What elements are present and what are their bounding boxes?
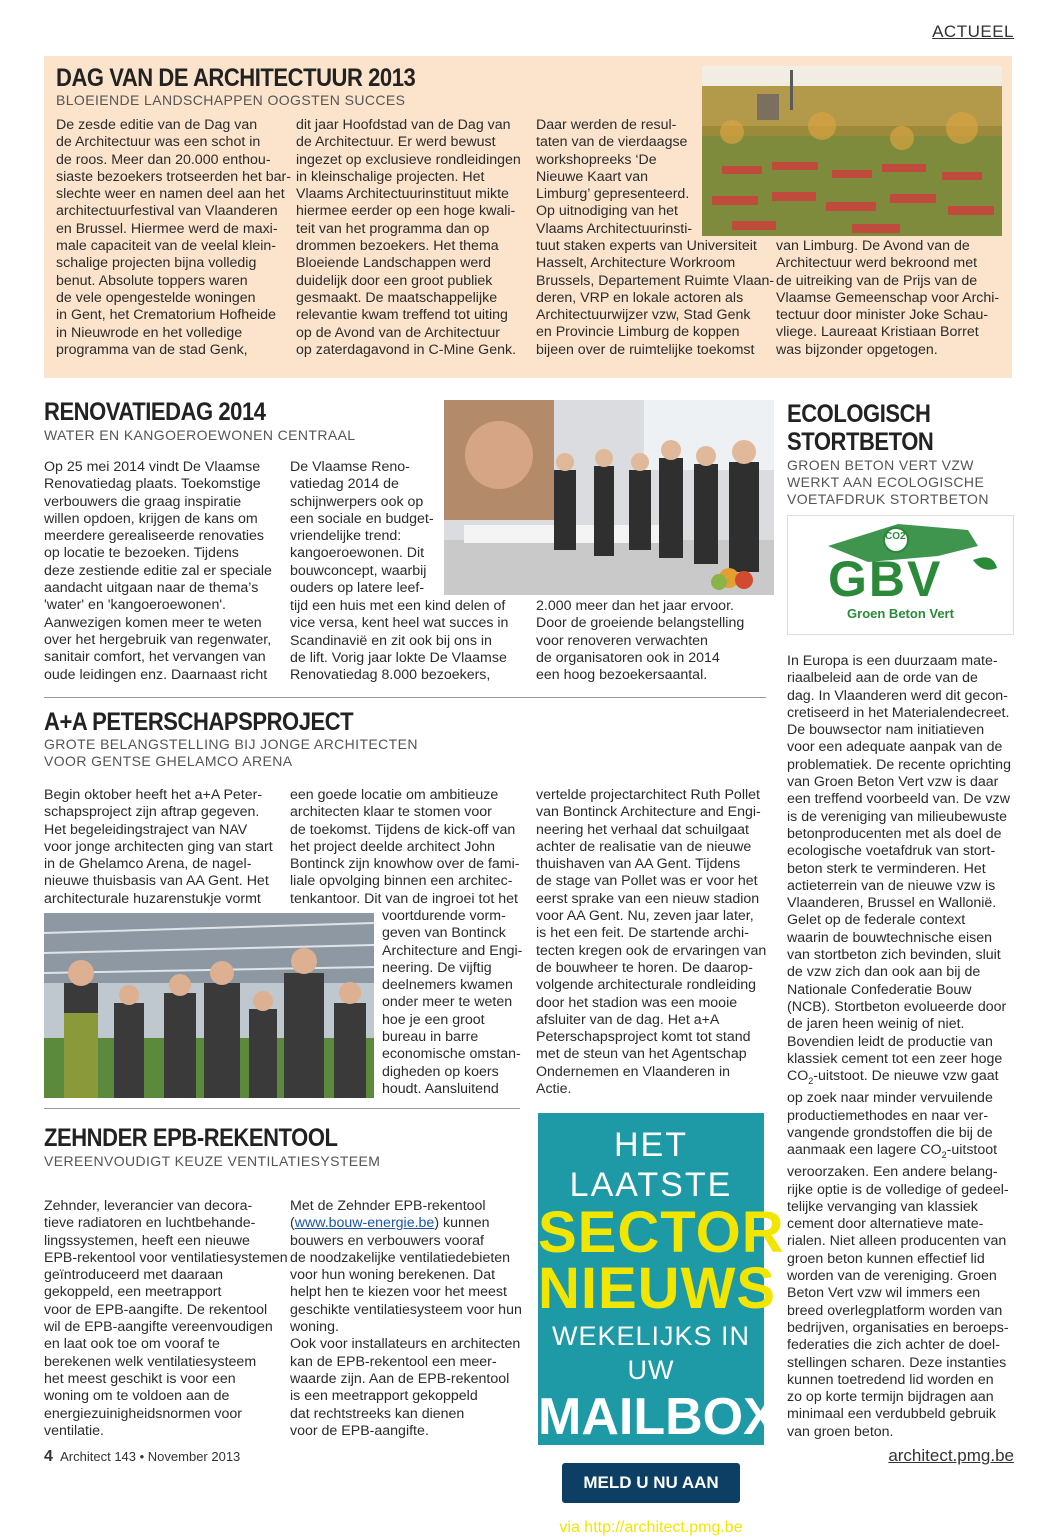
article2-title: RENOVATIEDAG 2014 bbox=[44, 398, 266, 426]
bouw-energie-link[interactable]: www.bouw-energie.be bbox=[294, 1215, 435, 1232]
article1-heading bbox=[56, 64, 464, 92]
article4-heading bbox=[44, 1124, 378, 1152]
article4-col2-intro: Met de Zehnder EPB-rekentool bbox=[290, 1198, 486, 1214]
article2-subtitle: WATER EN KANGOEROEWONEN CENTRAAL bbox=[44, 427, 356, 443]
article4-subtitle: VEREENVOUDIGT KEUZE VENTILATIESYSTEEM bbox=[44, 1153, 381, 1169]
article5-title-line2: STORTBETON bbox=[787, 428, 934, 456]
article5-body-co2a bbox=[787, 1068, 1015, 1090]
article1-col2: dit jaar Hoofdstad van de Dag van de Architectuur. Er werd bewust ingezet op exclusieve rondleidingen in kleinschalige projecten. Het Vlaams Architectuurinstituut mikte hiermee eerder op een hoge kwali- teit van het programma dan op drommen bezoekers. Het thema Bloeiende Landschappen werd duidelijk door een groot publiek gesmaakt. De maatschappelijke relevantie kwam treffend tot uiting op de Avond van de Architectuur op zaterdagavond in C-Mine Genk. bbox=[296, 117, 521, 358]
renovation-photo-people bbox=[444, 400, 774, 595]
page-number: 4 bbox=[44, 1448, 53, 1465]
article2-col1: Op 25 mei 2014 vindt De Vlaamse Renovatiedag plaats. Toekomstige verbouwers die graag inspiratie willen opdoen, krijgen de kans om meerdere gerealiseerde renovaties op locatie te bezoeken. Tijdens deze zestiende editie zal er speciale aandacht uitgaan naar de thema’s 'water' en 'kangoeroewonen'. Aanwezigen komen meer te weten over het hergebruik van regenwater, sanitair comfort, het vervangen van oude leidingen enz. Daarnaast richt bbox=[44, 459, 272, 683]
article4-col2 bbox=[290, 1198, 530, 1440]
issue-label: Architect 143 • November 2013 bbox=[60, 1449, 241, 1464]
article1-subtitle: BLOEIENDE LANDSCHAPPEN OOGSTEN SUCCES bbox=[56, 92, 406, 108]
article5-body2: op zoek naar minder vervuilende productiemethodes en naar ver- vangende grondstoffen die bij de bbox=[787, 1090, 993, 1141]
co2a-after: -uitstoot. De nieuwe vzw gaat bbox=[813, 1068, 999, 1085]
article5-body3: veroorzaken. Een andere belang- rijke optie is de volledige of gedeel- telijke vervanging van klassiek cement door alternatieve mate- rialen. Niet alleen producenten van groen beton kunnen effectief lid worden van de vereniging. Groen Beton Vert vzw wil immers een breed overlegplatform worden van bedrijven, organisaties en beroeps- federaties die zich achter de doel- stellingen scharen. Deze instanties kunnen toetredend lid worden en zo op korte termijn bijdragen aan minimaal een verdubbeld gebruik van groen beton. bbox=[787, 1164, 1009, 1440]
ad-signup-button[interactable]: MELD U NU AAN bbox=[562, 1463, 740, 1503]
article2-col3: 2.000 meer dan het jaar ervoor. Door de groeiende belangstelling voor renoveren verwachten de organisatoren ook in 2014 een hoog bezoekersaantal. bbox=[536, 598, 745, 684]
article5-body bbox=[787, 653, 1015, 1441]
footer-issue bbox=[44, 1448, 240, 1466]
divider-article3 bbox=[44, 1108, 520, 1109]
article1-col4: van Limburg. De Avond van de Architectuur werd bekroond met de uitreiking van de Prijs van de Vlaamse Gemeenschap voor Archi- tectuur door minister Joke Schau- vliege. Laureaat Kristiaan Borret was bijzonder opgetogen. bbox=[776, 238, 1000, 358]
article3-subtitle: GROTE BELANGSTELLING BIJ JONGE ARCHITECTEN VOOR GENTSE GHELAMCO ARENA bbox=[44, 736, 418, 769]
ad-line4: MAILBOX bbox=[538, 1388, 778, 1446]
ad-url[interactable]: via http://architect.pmg.be bbox=[559, 1519, 743, 1536]
article3-col3: vertelde projectarchitect Ruth Pollet van Bontinck Architecture and Engi- neering het verhaal dat schuilgaat achter de realisatie van de nieuwe thuishaven van AA Gent. Tijdens de stage van Pollet was er voor het eerst sprake van een nieuw stadion voor AA Gent. Nu, zeven jaar later, is het een feit. De startende archi- tecten kregen ook de ervaringen van de bouwheer te horen. De daarop- volgende architecturale rondleiding door het stadion was een mooie afsluiter van de dag. Het a+A Peterschapsproject komt tot stand met de steun van het Agentschap Ondernemen en Vlaanderen in Actie. bbox=[536, 787, 767, 1098]
article4-col2-link-line: (www.bouw-energie.be) kunnen bbox=[290, 1215, 490, 1232]
ad-line2b: NIEUWS bbox=[538, 1256, 776, 1321]
aerial-photo-genk bbox=[702, 66, 1002, 236]
article3-heading bbox=[44, 708, 395, 736]
divider-article2 bbox=[44, 697, 766, 698]
article4-col2-rest: bouwers en verbouwers vooraf de noodzakelijke ventilatiedebieten voor hun woning berekenen. Dat helpt hen te kiezen voor het meest geschikte ventilatiesysteem voor hun woning. Ook voor installateurs en architecten kan de EPB-rekentool een meer- waarde zijn. Aan de EPB-rekentool is een meetrapport gekoppeld dat rechtstreeks kan dienen voor de EPB-aangifte. bbox=[290, 1232, 522, 1439]
article5-body1: In Europa is een duurzaam mate- riaalbeleid aan de orde van de dag. In Vlaanderen werd dit gecon- cretiseerd in het Materialendecreet. De bouwsector nam initiatieven voor een adequate aanpak van de problematiek. De recente oprichting van Groen Beton Vert vzw is daar een treffend voorbeeld van. De vzw is de vereniging van milieubewuste betonproducenten met als doel de ecologische voetafdruk van stort- beton sterk te verminderen. Het actieterrein van de nieuwe vzw is Vlaanderen, Brussel en Wallonië. Gelet op de federale context waarin de bouwtechnische eisen van stortbeton zich bevinden, sluit de vzw zich dan ook aan bij de Nationale Confederatie Bouw (NCB). Stortbeton evolueerde door de jaren heen weinig of niet. Bovendien leidt de productie van klassiek cement tot een zeer hoge bbox=[787, 653, 1011, 1067]
article5-body-co2b bbox=[787, 1142, 1015, 1164]
article2-heading bbox=[44, 398, 296, 426]
ad-line2a: SECTOR bbox=[538, 1200, 785, 1265]
gbv-logo-text: GBV bbox=[828, 551, 943, 607]
article3-col2a: een goede locatie om ambitieuze architecten klaar te stomen voor de toekomst. Tijdens de kick-off van het project deelde architect John Bontinck zijn knowhow over de fami- liale opvolging binnen een architec- tenkantoor. Dit van de ingroei tot het bbox=[290, 787, 520, 907]
article3-col1: Begin oktober heeft het a+A Peter- schapsproject zijn aftrap gegeven. Het begeleidingstraject van NAV voor jonge architecten ging van start in de Ghelamco Arena, de nagel- nieuwe thuisbasis van AA Gent. Het architecturale huzarenstukje vormt bbox=[44, 787, 273, 907]
gbv-logo-caption: Groen Beton Vert bbox=[847, 606, 954, 621]
co2a-text: CO bbox=[787, 1068, 809, 1085]
sector-nieuws-ad[interactable] bbox=[538, 1113, 785, 1536]
article4-col1: Zehnder, leverancier van decora- tieve radiatoren en luchtbehande- lingssystemen, heeft een nieuwe EPB-rekentool voor ventilatiesystemen geïntroduceerd met daaraan gekoppeld, een meetrapport voor de EPB-aangifte. De rekentool wil de EPB-aangifte vereenvoudigen en laat ook toe om vooraf te berekenen welk ventilatiesysteem het meest geschikt is voor een woning om te voldoen aan de energiezuinigheidsnormen voor ventilatie. bbox=[44, 1198, 288, 1439]
ad-line3: WEKELIJKS IN UW bbox=[551, 1321, 751, 1385]
article4-col2-after-link: kunnen bbox=[439, 1215, 490, 1232]
article1-col1: De zesde editie van de Dag van de Architectuur was een schot in de roos. Meer dan 20.000 enthou- siaste bezoekers trotseerden het bar- slechte weer en namen deel aan het architectuurfestival van Vlaanderen en Brussel. Hiermee werd de maxi- male capaciteit van de veelal klein- schalige projecten bijna volledig benut. Absolute toppers waren de vele opengestelde woningen in Gent, het Crematorium Hofheide in Nieuwrode en het volledige programma van de stad Genk, bbox=[56, 117, 292, 358]
ad-line1: HET LAATSTE bbox=[569, 1126, 733, 1204]
article5-heading bbox=[787, 400, 953, 456]
co2b-before: aanmaak een lagere CO bbox=[787, 1142, 942, 1159]
gbv-co2-label: CO2 bbox=[885, 531, 906, 542]
gbv-logo bbox=[787, 515, 1014, 635]
article1-col3a: Daar werden de resul- taten van de vierdaagse workshopreeks ‘De Nieuwe Kaart van Limburg’ gepresenteerd. Op uitnodiging van het Vlaams Architectuurinsti- bbox=[536, 117, 693, 237]
article3-col2b: voortdurende vorm- geven van Bontinck Architecture and Engi- neering. De vijftig deelnemers kwamen onder meer te weten hoe je een groot bureau in barre economische omstan- digheden op koers houdt. Aansluitend bbox=[382, 908, 523, 1097]
article4-title: ZEHNDER EPB-REKENTOOL bbox=[44, 1124, 338, 1152]
article1-col3b: tuut staken experts van Universiteit Hasselt, Architecture Workroom Brussels, Departement Ruimte Vlaan- deren, VRP en lokale actoren als Architectuurwijzer vzw, Stad Genk en Provincie Limburg de koppen bijeen over de ruimtelijke toekomst bbox=[536, 238, 775, 358]
co2b-after: -uitstoot bbox=[946, 1142, 998, 1159]
stadium-photo-group bbox=[44, 913, 374, 1098]
co2b-sub: 2 bbox=[941, 1149, 947, 1160]
article2-col2a: De Vlaamse Reno- vatiedag 2014 de schijnwerpers ook op een sociale en budget- vriendelijke trend: kangoeroewonen. Dit bouwconcept, waarbij ouders op latere leef- bbox=[290, 459, 434, 597]
article5-title-line1: ECOLOGISCH bbox=[787, 400, 931, 428]
co2a-sub: 2 bbox=[808, 1075, 814, 1086]
article5-subtitle: GROEN BETON VERT VZW WERKT AAN ECOLOGISCHE VOETAFDRUK STORTBETON bbox=[787, 457, 989, 507]
article3-title: A+A PETERSCHAPSPROJECT bbox=[44, 708, 354, 736]
footer-site-link[interactable]: architect.pmg.be bbox=[888, 1446, 1014, 1465]
article1-title: DAG VAN DE ARCHITECTUUR 2013 bbox=[56, 64, 416, 92]
article2-col2b: tijd een huis met een kind delen of vice versa, kent heel wat succes in Scandinavië en zit ook bij ons in de lift. Vorig jaar lokte De Vlaamse Renovatiedag 8.000 bezoekers, bbox=[290, 598, 509, 684]
section-label: ACTUEEL bbox=[932, 22, 1014, 41]
